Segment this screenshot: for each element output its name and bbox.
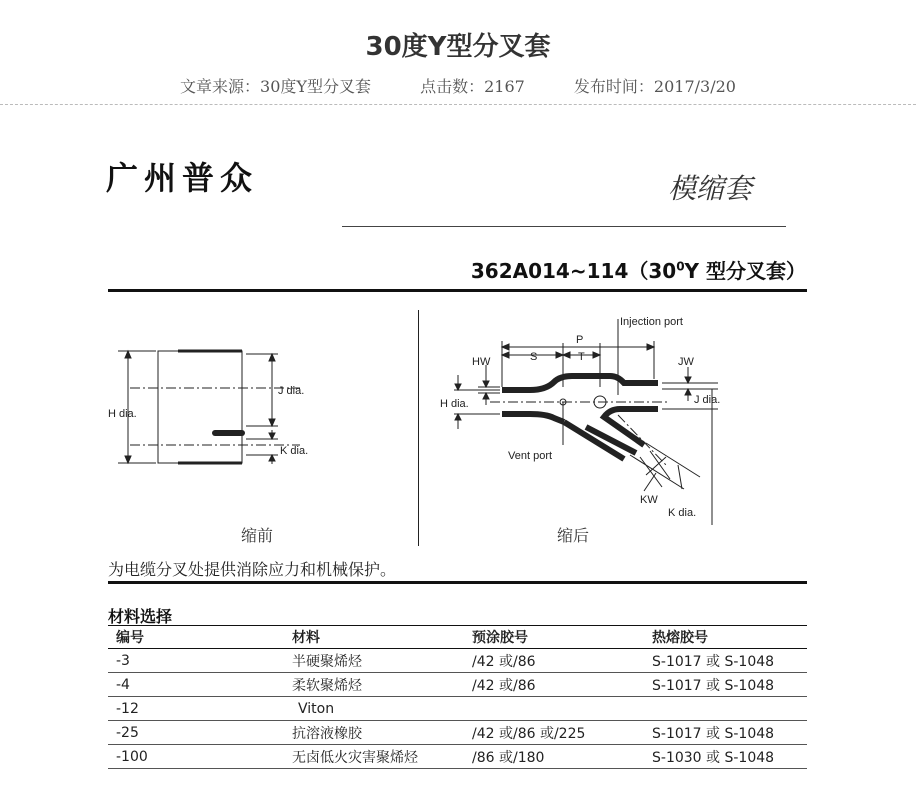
description: 为电缆分叉处提供消除应力和机械保护。: [108, 560, 397, 579]
cell: S-1030 或 S-1048: [644, 745, 807, 769]
article-source: 文章来源：30度Y型分叉套: [180, 77, 371, 96]
cell: -100: [108, 745, 284, 769]
article-meta: [0, 74, 916, 97]
diagram-before-shrink: [100, 330, 320, 470]
article-clicks: 点击数：2167: [420, 77, 525, 96]
product-code: $362A014\sim 114(30^0Y$ 型分叉套）: [470, 259, 806, 283]
cell: S-1017 或 S-1048: [644, 649, 807, 673]
label-injection-port: Injection port: [620, 316, 683, 328]
label-j-dia-after: J dia.: [694, 394, 721, 406]
cell: S-1017 或 S-1048: [644, 673, 807, 697]
col-header: 热熔胶号: [644, 626, 807, 649]
diagram-divider: [418, 310, 419, 546]
col-header: 预涂胶号: [464, 626, 644, 649]
table-row: [108, 649, 807, 673]
label-vent-port: Vent port: [508, 450, 553, 462]
label-h-dia: H dia.: [108, 408, 137, 420]
cell: -4: [108, 673, 284, 697]
section-rule: [108, 581, 807, 584]
cell: /42 或/86 或/225: [464, 721, 644, 745]
brand-name: 广州普众: [106, 159, 259, 197]
label-jw: JW: [678, 356, 694, 368]
subtitle-rule: [342, 226, 786, 227]
cell: -12: [108, 697, 284, 721]
table-row: [108, 721, 807, 745]
cell: /86 或/180: [464, 745, 644, 769]
cell: 半硬聚烯烃: [284, 649, 464, 673]
caption-before: 缩前: [241, 526, 274, 545]
sleeve-outline: [158, 351, 242, 463]
label-k-dia: K dia.: [280, 445, 309, 457]
label-k-dia-after: K dia.: [668, 507, 697, 519]
header-rule: [108, 289, 807, 292]
cell: [644, 697, 807, 721]
document-subtitle: 模缩套: [668, 172, 753, 205]
label-t: T: [578, 351, 585, 363]
cell: -3: [108, 649, 284, 673]
diagram-after-shrink: [430, 305, 730, 525]
cell: -25: [108, 721, 284, 745]
cell: Viton: [284, 697, 464, 721]
col-header: 材料: [284, 626, 464, 649]
cell: 无卤低火灾害聚烯烃: [284, 745, 464, 769]
cell: S-1017 或 S-1048: [644, 721, 807, 745]
table-row: [108, 745, 807, 769]
cell: 柔软聚烯烃: [284, 673, 464, 697]
article-published: 发布时间：2017/3/20: [573, 77, 736, 96]
label-hw: HW: [472, 356, 491, 368]
table-row: [108, 673, 807, 697]
col-header: 编号: [108, 626, 284, 649]
materials-table: [108, 625, 807, 769]
table-row: [108, 697, 807, 721]
article-title: 30度Y型分叉套: [365, 32, 551, 62]
table-header-row: [108, 626, 807, 649]
materials-title: 材料选择: [108, 607, 173, 626]
label-p: P: [576, 334, 584, 346]
cell: /42 或/86: [464, 673, 644, 697]
label-h-dia-after: H dia.: [440, 398, 469, 410]
cell: [464, 697, 644, 721]
document-page: [0, 105, 916, 795]
caption-after: 缩后: [557, 526, 590, 545]
label-j-dia: J dia.: [278, 385, 305, 397]
cell: 抗溶液橡胶: [284, 721, 464, 745]
cell: /42 或/86: [464, 649, 644, 673]
label-s: S: [530, 351, 538, 363]
product-superscript: 0: [676, 259, 685, 274]
label-kw: KW: [640, 494, 658, 506]
